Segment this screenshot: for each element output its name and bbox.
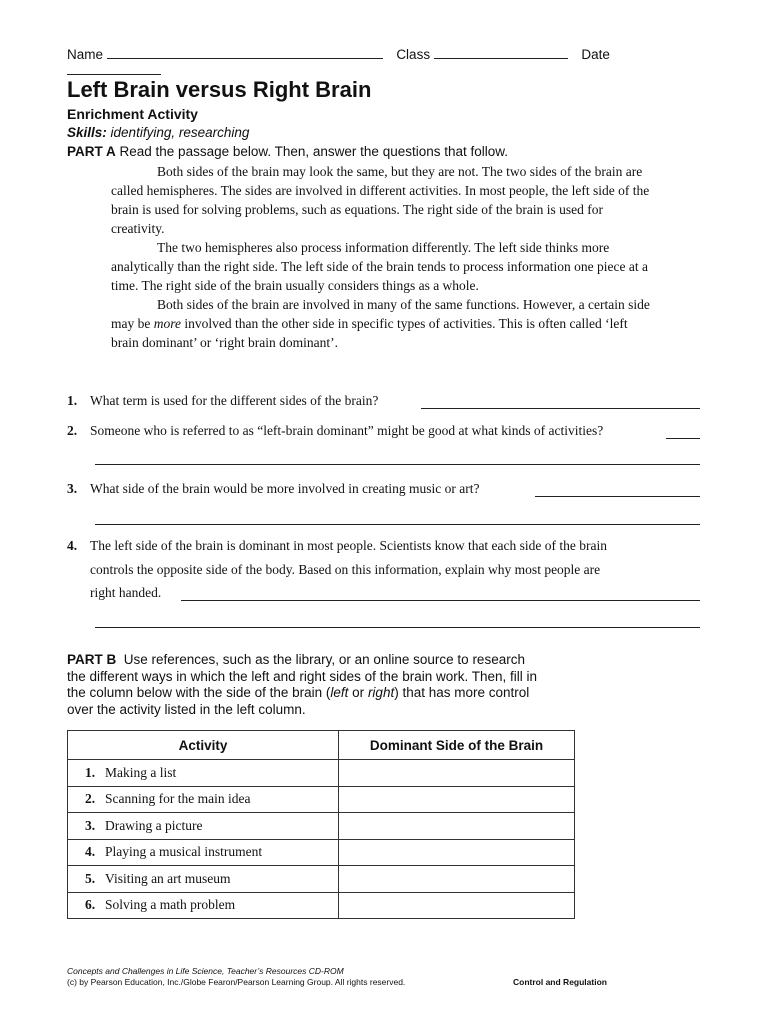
question-text: The left side of the brain is dominant in most people. Scientists know that each side of the brain	[90, 538, 608, 553]
row-number: 6.	[85, 897, 96, 913]
table-row	[68, 839, 575, 866]
activity-cell	[68, 786, 339, 813]
passage-emphasis: more	[153, 316, 181, 331]
answer-cell[interactable]	[339, 813, 575, 840]
part-b-text: or	[348, 685, 368, 700]
row-number: 4.	[85, 844, 96, 860]
question-number: 1.	[67, 393, 78, 408]
skills-text: identifying, researching	[110, 125, 250, 140]
activity-cell	[68, 839, 339, 866]
answer-line[interactable]	[95, 464, 700, 465]
activity-cell	[68, 760, 339, 787]
page-title: Left Brain versus Right Brain	[67, 77, 372, 102]
question-number: 3.	[67, 481, 78, 496]
passage-text: involved than the other side in specific types of activities. This is often called ‘left brain dominant’ or ‘right brain dominant’.	[111, 316, 628, 350]
part-a-label: PART A	[67, 144, 116, 159]
name-label: Name	[67, 47, 104, 62]
class-label: Class	[396, 47, 431, 62]
table-row	[68, 786, 575, 813]
activity-name: Solving a math problem	[105, 897, 236, 913]
skills-label: Skills:	[67, 125, 107, 140]
footer-chapter: Control and Regulation	[513, 977, 607, 987]
passage-text: Both sides of the brain are involved in many of the same functions. However, a certain side may be	[111, 297, 650, 331]
passage-paragraph	[111, 295, 651, 352]
activity-cell	[68, 866, 339, 893]
row-number: 1.	[85, 764, 96, 780]
column-header-activity: Activity	[68, 731, 339, 760]
part-a-heading	[67, 144, 508, 159]
activity-cell	[68, 892, 339, 919]
answer-line[interactable]	[421, 408, 700, 409]
part-b-instructions	[67, 652, 537, 718]
answer-cell[interactable]	[339, 892, 575, 919]
answer-line[interactable]	[535, 496, 700, 497]
date-label: Date	[581, 47, 610, 62]
page-subtitle: Enrichment Activity	[67, 106, 198, 122]
answer-line[interactable]	[181, 600, 700, 601]
question-text: What term is used for the different sides of the brain?	[90, 393, 379, 408]
part-b-text: Use references, such as the library, or an online source to research the different ways in which the left and right sides of the brain work. Then, fill in the column below with the side of the brain (	[67, 652, 538, 700]
row-number: 2.	[85, 791, 96, 807]
activity-name: Playing a musical instrument	[105, 844, 263, 860]
table-header-row	[68, 731, 575, 760]
column-header-dominant-side: Dominant Side of the Brain	[339, 731, 575, 760]
footer-copyright: (c) by Pearson Education, Inc./Globe Fearon/Pearson Learning Group. All rights reserved.	[67, 977, 406, 987]
answer-cell[interactable]	[339, 839, 575, 866]
answer-line[interactable]	[95, 627, 700, 628]
part-a-instruction: Read the passage below. Then, answer the questions that follow.	[119, 144, 509, 159]
date-field[interactable]	[67, 62, 161, 75]
answer-line[interactable]	[666, 438, 700, 439]
table-row	[68, 760, 575, 787]
part-b-right-word: right	[367, 685, 395, 700]
question-number: 4.	[67, 538, 78, 553]
class-field[interactable]	[434, 46, 568, 59]
question-text: Someone who is referred to as “left-brain dominant” might be good at what kinds of activities?	[90, 423, 604, 438]
activity-cell	[68, 813, 339, 840]
question-text: right handed.	[90, 585, 162, 600]
footer-credits	[67, 966, 405, 988]
row-number: 3.	[85, 817, 96, 833]
question-text: controls the opposite side of the body. Based on this information, explain why most people are	[90, 562, 601, 577]
question-text: What side of the brain would be more involved in creating music or art?	[90, 481, 480, 496]
answer-cell[interactable]	[339, 760, 575, 787]
passage-paragraph: The two hemispheres also process information differently. The left side thinks more analytically than the right side. The left side of the brain tends to process information one piece at a time. The right side of the brain usually considers things as a whole.	[111, 240, 648, 293]
footer-source: Concepts and Challenges in Life Science, Teacher’s Resources CD-ROM	[67, 966, 344, 976]
part-b-left-word: left	[330, 685, 349, 700]
passage-paragraph: Both sides of the brain may look the same, but they are not. The two sides of the brain are called hemispheres. The sides are involved in different activities. In most people, the left side of the brain is used for solving problems, such as equations. The right side of the brain is used for creativity.	[111, 164, 650, 236]
activity-name: Drawing a picture	[105, 817, 203, 833]
question-number: 2.	[67, 423, 78, 438]
name-field[interactable]	[107, 46, 383, 59]
skills-line	[67, 125, 249, 140]
part-b-text: ) that has more control over the activity listed in the left column.	[67, 685, 530, 717]
table-row	[68, 892, 575, 919]
table-row	[68, 866, 575, 893]
activity-table	[67, 730, 575, 919]
answer-line[interactable]	[95, 524, 700, 525]
activity-name: Scanning for the main idea	[105, 791, 251, 807]
activity-name: Visiting an art museum	[105, 870, 231, 886]
reading-passage	[111, 162, 651, 352]
answer-cell[interactable]	[339, 866, 575, 893]
header-row	[67, 46, 703, 66]
activity-name: Making a list	[105, 764, 177, 780]
row-number: 5.	[85, 870, 96, 886]
part-b-label: PART B	[67, 652, 117, 667]
answer-cell[interactable]	[339, 786, 575, 813]
table-row	[68, 813, 575, 840]
